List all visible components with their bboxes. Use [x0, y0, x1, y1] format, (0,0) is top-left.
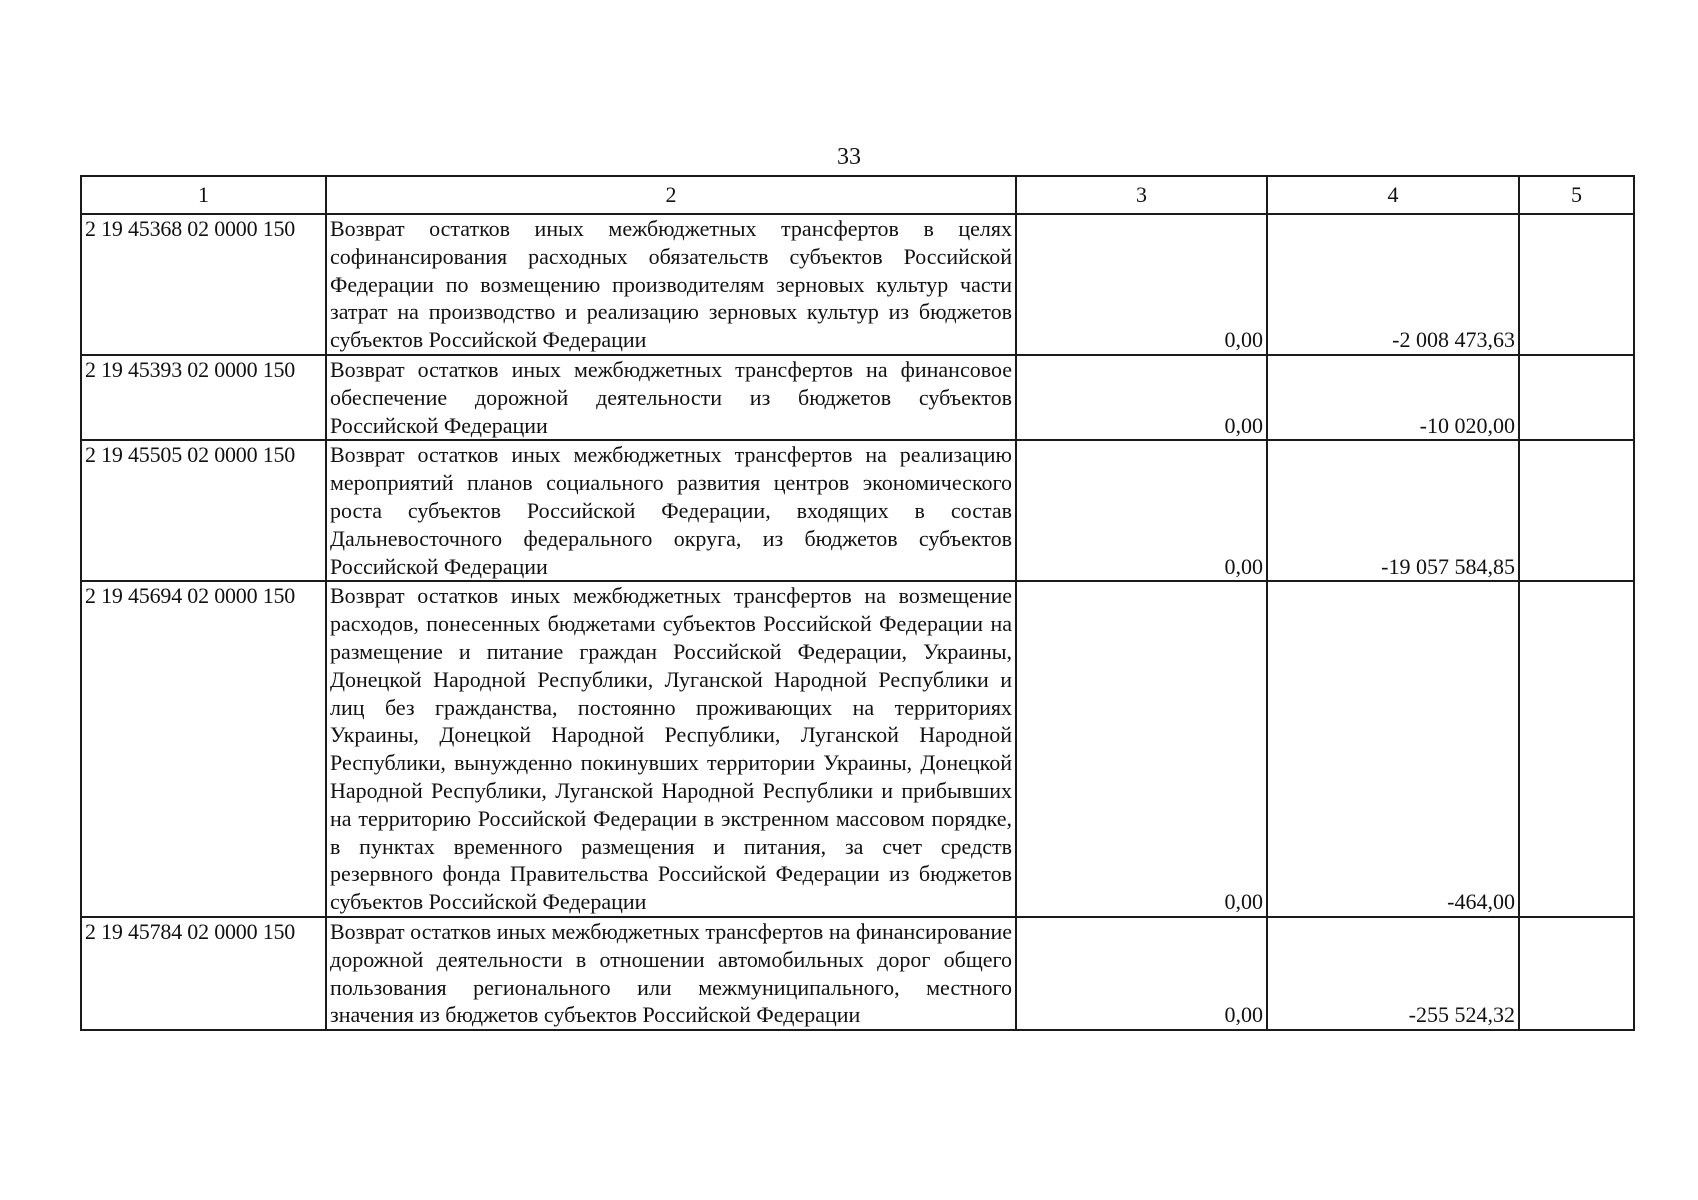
col5-value — [1519, 440, 1634, 581]
col4-value: -464,00 — [1267, 581, 1519, 917]
col3-value: 0,00 — [1016, 917, 1267, 1030]
col5-value — [1519, 214, 1634, 355]
budget-code: 2 19 45694 02 0000 150 — [81, 581, 326, 917]
col4-value: -2 008 473,63 — [1267, 214, 1519, 355]
column-header-1: 1 — [81, 176, 326, 214]
col3-value: 0,00 — [1016, 355, 1267, 440]
row-description: Возврат остатков иных межбюджетных трансфертов на реализацию мероприятий планов социального развития центров экономического роста субъектов Российской Федерации, входящих в состав Дальневосточного федерального округа, из бюджетов субъектов Российской Федерации — [326, 440, 1016, 581]
column-header-2: 2 — [326, 176, 1016, 214]
col5-value — [1519, 917, 1634, 1030]
budget-code: 2 19 45393 02 0000 150 — [81, 355, 326, 440]
column-header-4: 4 — [1267, 176, 1519, 214]
col4-value: -19 057 584,85 — [1267, 440, 1519, 581]
row-description: Возврат остатков иных межбюджетных трансфертов на возмещение расходов, понесенных бюджетами субъектов Российской Федерации на размещение и питание граждан Российской Федерации, Украины, Донецкой Народной Республики, Луганской Народной Республики и лиц без гражданства, постоянно проживающих на территориях Украины, Донецкой Народной Республики, Луганской Народной Республики, вынужденно покинувших территории Украины, Донецкой Народной Республики, Луганской Народной Республики и прибывших на территорию Российской Федерации в экстренном массовом порядке, в пунктах временного размещения и питания, за счет средств резервного фонда Правительства Российской Федерации из бюджетов субъектов Российской Федерации — [326, 581, 1016, 917]
column-header-3: 3 — [1016, 176, 1267, 214]
col3-value: 0,00 — [1016, 581, 1267, 917]
budget-table — [80, 175, 1635, 1031]
column-header-5: 5 — [1519, 176, 1634, 214]
table-row — [81, 214, 1634, 355]
header-row — [81, 176, 1634, 214]
col3-value: 0,00 — [1016, 440, 1267, 581]
col5-value — [1519, 355, 1634, 440]
col4-value: -255 524,32 — [1267, 917, 1519, 1030]
page-number: 33 — [837, 144, 861, 170]
table-row — [81, 440, 1634, 581]
col5-value — [1519, 581, 1634, 917]
budget-code: 2 19 45784 02 0000 150 — [81, 917, 326, 1030]
row-description: Возврат остатков иных межбюджетных трансфертов на финансовое обеспечение дорожной деятельности из бюджетов субъектов Российской Федерации — [326, 355, 1016, 440]
budget-code: 2 19 45505 02 0000 150 — [81, 440, 326, 581]
col4-value: -10 020,00 — [1267, 355, 1519, 440]
table-row — [81, 355, 1634, 440]
table-row — [81, 917, 1634, 1030]
row-description: Возврат остатков иных межбюджетных трансфертов в целях софинансирования расходных обязательств субъектов Российской Федерации по возмещению производителям зерновых культур части затрат на производство и реализацию зерновых культур из бюджетов субъектов Российской Федерации — [326, 214, 1016, 355]
row-description: Возврат остатков иных межбюджетных трансфертов на финансирование дорожной деятельности в отношении автомобильных дорог общего пользования регионального или межмуниципального, местного значения из бюджетов субъектов Российской Федерации — [326, 917, 1016, 1030]
table-row — [81, 581, 1634, 917]
col3-value: 0,00 — [1016, 214, 1267, 355]
budget-code: 2 19 45368 02 0000 150 — [81, 214, 326, 355]
